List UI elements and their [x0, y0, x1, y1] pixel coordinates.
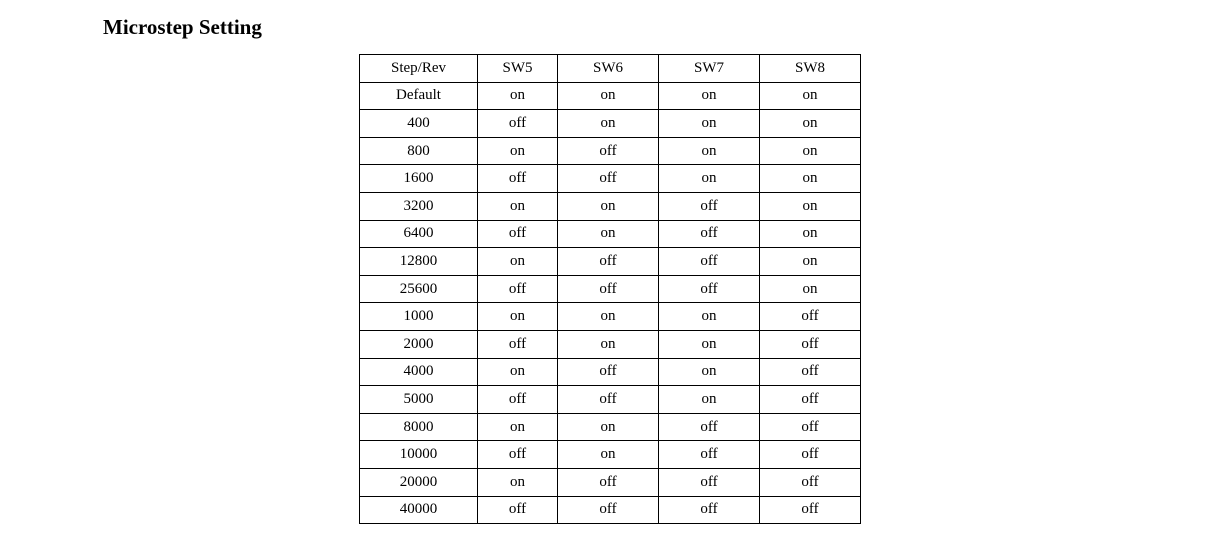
cell-sw7: on — [659, 358, 760, 386]
cell-sw7: off — [659, 441, 760, 469]
cell-step-rev: 3200 — [360, 192, 478, 220]
cell-sw7: off — [659, 275, 760, 303]
cell-step-rev: 6400 — [360, 220, 478, 248]
cell-sw5: on — [478, 358, 558, 386]
cell-sw7: off — [659, 248, 760, 276]
cell-sw5: on — [478, 248, 558, 276]
cell-sw6: on — [558, 330, 659, 358]
header-sw7: SW7 — [659, 55, 760, 83]
cell-step-rev: 800 — [360, 137, 478, 165]
table-row — [360, 330, 861, 358]
cell-sw6: off — [558, 496, 659, 524]
cell-sw7: off — [659, 468, 760, 496]
cell-sw5: off — [478, 220, 558, 248]
cell-sw5: on — [478, 137, 558, 165]
cell-step-rev: 4000 — [360, 358, 478, 386]
cell-sw6: on — [558, 110, 659, 138]
cell-sw7: on — [659, 110, 760, 138]
cell-sw8: off — [760, 441, 861, 469]
cell-step-rev: 25600 — [360, 275, 478, 303]
cell-sw8: off — [760, 386, 861, 414]
cell-sw5: off — [478, 496, 558, 524]
cell-sw7: on — [659, 303, 760, 331]
cell-sw8: on — [760, 165, 861, 193]
cell-sw6: on — [558, 220, 659, 248]
cell-sw8: on — [760, 110, 861, 138]
cell-sw7: on — [659, 137, 760, 165]
cell-sw6: off — [558, 358, 659, 386]
cell-sw8: on — [760, 82, 861, 110]
table-row — [360, 303, 861, 331]
table-row — [360, 468, 861, 496]
cell-sw8: on — [760, 220, 861, 248]
cell-step-rev: 40000 — [360, 496, 478, 524]
table-row — [360, 275, 861, 303]
table-row — [360, 441, 861, 469]
cell-sw5: off — [478, 110, 558, 138]
cell-sw5: on — [478, 192, 558, 220]
cell-sw5: off — [478, 275, 558, 303]
table-row — [360, 165, 861, 193]
cell-sw6: on — [558, 413, 659, 441]
cell-sw8: on — [760, 192, 861, 220]
cell-step-rev: 8000 — [360, 413, 478, 441]
table-body — [360, 82, 861, 524]
cell-step-rev: 2000 — [360, 330, 478, 358]
cell-sw8: off — [760, 358, 861, 386]
table-row — [360, 110, 861, 138]
cell-sw8: off — [760, 330, 861, 358]
table-row — [360, 82, 861, 110]
cell-sw7: on — [659, 82, 760, 110]
cell-sw8: off — [760, 413, 861, 441]
cell-step-rev: 1600 — [360, 165, 478, 193]
page-title: Microstep Setting — [103, 15, 262, 39]
cell-sw8: on — [760, 275, 861, 303]
microstep-table — [359, 54, 861, 524]
table-row — [360, 220, 861, 248]
cell-step-rev: 12800 — [360, 248, 478, 276]
cell-step-rev: 10000 — [360, 441, 478, 469]
cell-sw6: on — [558, 441, 659, 469]
cell-sw7: off — [659, 413, 760, 441]
cell-sw5: on — [478, 303, 558, 331]
cell-sw6: off — [558, 165, 659, 193]
cell-sw8: off — [760, 303, 861, 331]
cell-sw6: off — [558, 386, 659, 414]
table-row — [360, 358, 861, 386]
header-sw8: SW8 — [760, 55, 861, 83]
cell-sw6: on — [558, 192, 659, 220]
table-row — [360, 137, 861, 165]
cell-sw6: off — [558, 468, 659, 496]
cell-step-rev: Default — [360, 82, 478, 110]
cell-sw5: off — [478, 330, 558, 358]
table-row — [360, 386, 861, 414]
table-row — [360, 248, 861, 276]
cell-sw8: off — [760, 468, 861, 496]
cell-sw5: off — [478, 441, 558, 469]
cell-step-rev: 5000 — [360, 386, 478, 414]
table-row — [360, 496, 861, 524]
header-sw6: SW6 — [558, 55, 659, 83]
cell-sw7: off — [659, 220, 760, 248]
cell-sw7: on — [659, 330, 760, 358]
cell-sw5: on — [478, 468, 558, 496]
cell-sw5: on — [478, 82, 558, 110]
cell-sw6: off — [558, 248, 659, 276]
cell-step-rev: 1000 — [360, 303, 478, 331]
table-row — [360, 192, 861, 220]
cell-sw5: off — [478, 165, 558, 193]
cell-sw5: on — [478, 413, 558, 441]
cell-sw5: off — [478, 386, 558, 414]
cell-sw6: off — [558, 275, 659, 303]
cell-sw7: on — [659, 165, 760, 193]
cell-step-rev: 400 — [360, 110, 478, 138]
cell-step-rev: 20000 — [360, 468, 478, 496]
cell-sw6: on — [558, 82, 659, 110]
header-step-rev: Step/Rev — [360, 55, 478, 83]
cell-sw8: on — [760, 137, 861, 165]
cell-sw6: on — [558, 303, 659, 331]
header-sw5: SW5 — [478, 55, 558, 83]
table-row — [360, 413, 861, 441]
cell-sw7: off — [659, 496, 760, 524]
cell-sw8: off — [760, 496, 861, 524]
cell-sw7: off — [659, 192, 760, 220]
cell-sw6: off — [558, 137, 659, 165]
cell-sw8: on — [760, 248, 861, 276]
cell-sw7: on — [659, 386, 760, 414]
table-header-row — [360, 55, 861, 83]
